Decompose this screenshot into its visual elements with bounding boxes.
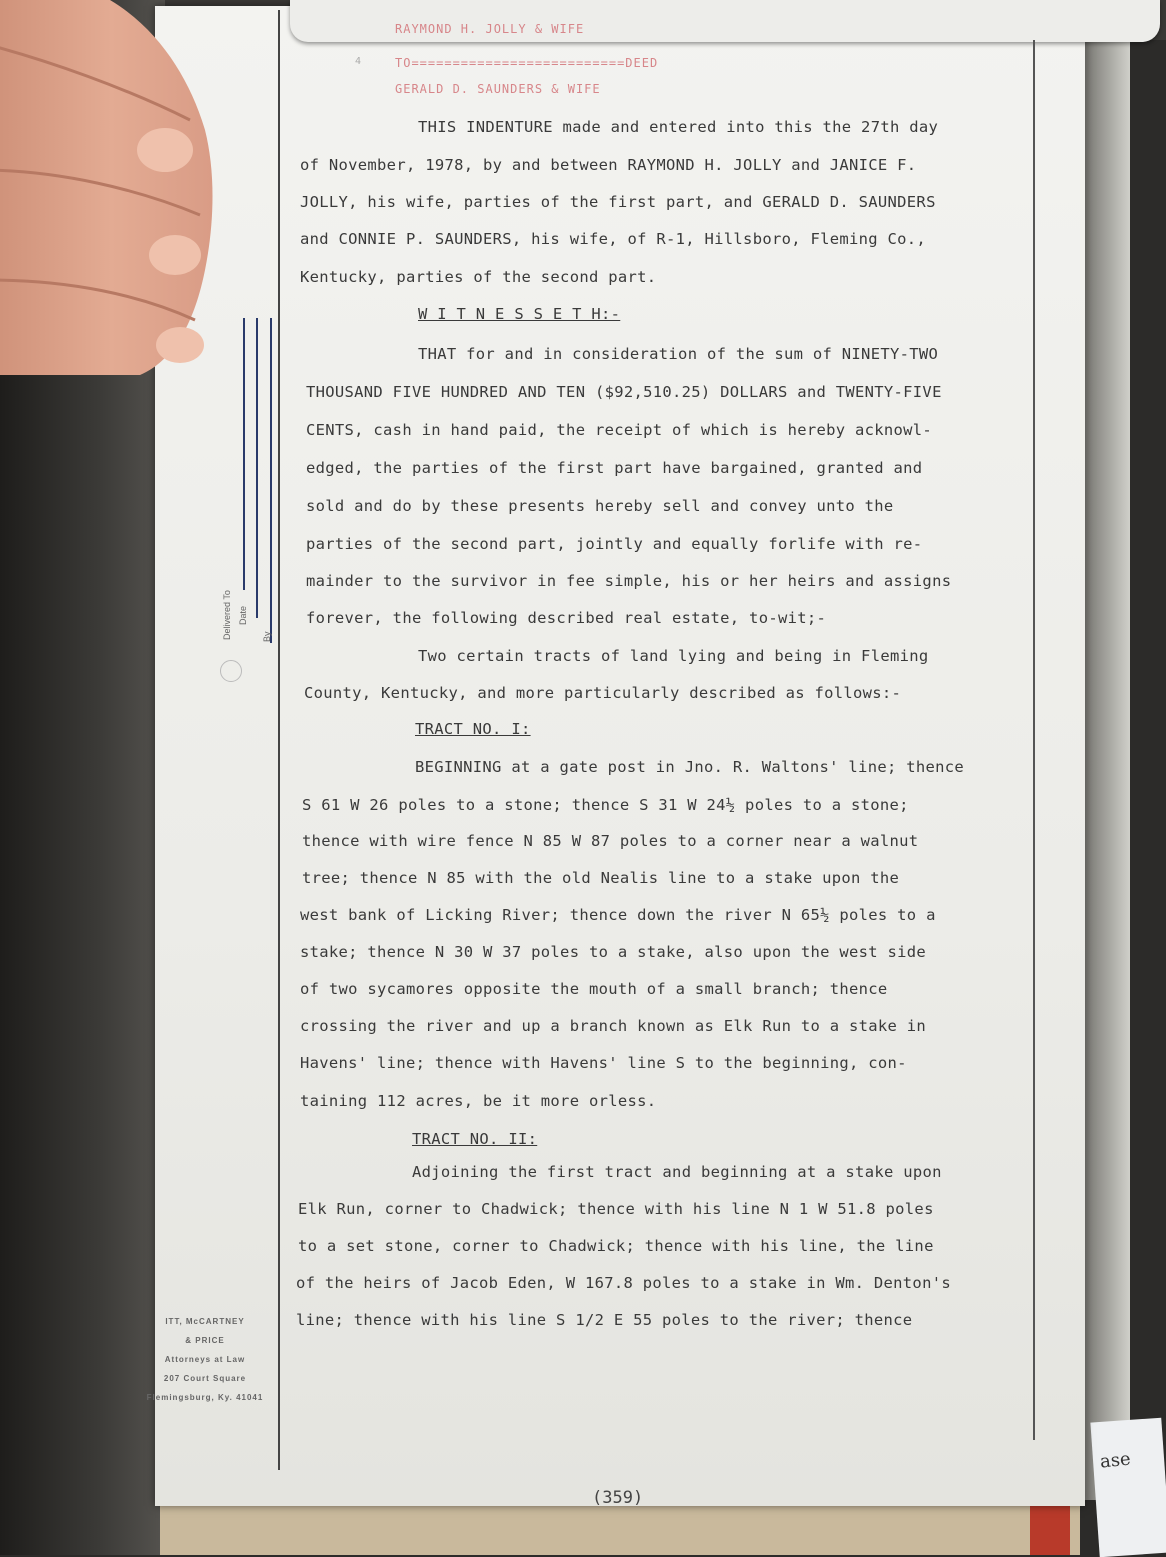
stamp-mark [220,660,242,682]
tract-1-heading: TRACT NO. I: [415,720,531,738]
text-line: to a set stone, corner to Chadwick; thence with his line, the line [298,1237,934,1255]
header-mark: 4 [355,56,363,67]
right-margin-rule [1033,40,1035,1440]
text-line: tree; thence N 85 with the old Nealis line to a stake upon the [302,869,900,887]
attorney-line: Flemingsburg, Ky. 41041 [146,1393,264,1402]
attorney-line: & PRICE [185,1336,225,1345]
text-line: mainder to the survivor in fee simple, his or her heirs and assigns [306,572,952,590]
text-line: THIS INDENTURE made and entered into this the 27th day [418,118,939,136]
attorney-line: Attorneys at Law [164,1355,246,1364]
text-line: of the heirs of Jacob Eden, W 167.8 poles to a stake in Wm. Denton's [296,1274,951,1292]
text-line: JOLLY, his wife, parties of the first part, and GERALD D. SAUNDERS [300,193,936,211]
paper-slip [1090,1418,1166,1557]
text-line: thence with wire fence N 85 W 87 poles to a corner near a walnut [302,832,919,850]
page-number: (359) [592,1488,644,1508]
text-line: Elk Run, corner to Chadwick; thence with his line N 1 W 51.8 poles [298,1200,934,1218]
tract-2-heading: TRACT NO. II: [412,1130,538,1148]
text-line: taining 112 acres, be it more orless. [300,1092,657,1110]
text-line: S 61 W 26 poles to a stone; thence S 31 W 24½ poles to a stone; [302,796,909,814]
text-line: CENTS, cash in hand paid, the receipt of which is hereby acknowl- [306,421,933,439]
text-line: parties of the second part, jointly and equally forlife with re- [306,535,923,553]
text-line: of November, 1978, by and between RAYMOND H. JOLLY and JANICE F. [300,156,917,174]
text-line: crossing the river and up a branch known as Elk Run to a stake in [300,1017,927,1035]
attorney-line: 207 Court Square [163,1374,247,1383]
thumb-image [0,0,220,380]
text-line: Two certain tracts of land lying and being in Fleming [418,647,929,665]
date-label: Date [238,605,248,625]
witnesseth-heading: W I T N E S S E T H:- [418,305,621,323]
header-grantor: RAYMOND H. JOLLY & WIFE [395,22,585,36]
left-margin-rule [278,10,280,1470]
delivered-to-line [243,318,245,590]
text-line: and CONNIE P. SAUNDERS, his wife, of R-1, Hillsboro, Fleming Co., [300,230,927,248]
by-line [270,318,272,643]
paper-slip-text: ase [1098,1448,1132,1473]
text-line: edged, the parties of the first part have bargained, granted and [306,459,923,477]
date-line [256,318,258,618]
text-line: Havens' line; thence with Havens' line S to the beginning, con- [300,1054,907,1072]
by-label: By [262,631,272,642]
text-line: west bank of Licking River; thence down the river N 65½ poles to a [300,906,936,924]
text-line: stake; thence N 30 W 37 poles to a stake, also upon the west side [300,943,927,961]
text-line: THAT for and in consideration of the sum of NINETY-TWO [418,345,939,363]
book-cover-bottom [160,1500,1080,1555]
delivered-to-label: Delivered To [222,590,232,640]
header-deed: TO==========================DEED [395,56,659,70]
header-grantee: GERALD D. SAUNDERS & WIFE [395,82,601,96]
red-binding [1030,1505,1070,1555]
text-line: of two sycamores opposite the mouth of a small branch; thence [300,980,888,998]
text-line: Kentucky, parties of the second part. [300,268,657,286]
text-line: forever, the following described real estate, to-wit;- [306,609,827,627]
attorney-line: ITT, McCARTNEY [165,1317,245,1326]
text-line: THOUSAND FIVE HUNDRED AND TEN ($92,510.25) DOLLARS and TWENTY-FIVE [306,383,942,401]
text-line: line; thence with his line S 1/2 E 55 poles to the river; thence [296,1311,913,1329]
text-line: Adjoining the first tract and beginning at a stake upon [412,1163,942,1181]
text-line: sold and do by these presents hereby sell and convey unto the [306,497,894,515]
text-line: County, Kentucky, and more particularly described as follows:- [304,684,902,702]
attorney-stamp [140,1312,270,1407]
text-line: BEGINNING at a gate post in Jno. R. Waltons' line; thence [415,758,965,776]
